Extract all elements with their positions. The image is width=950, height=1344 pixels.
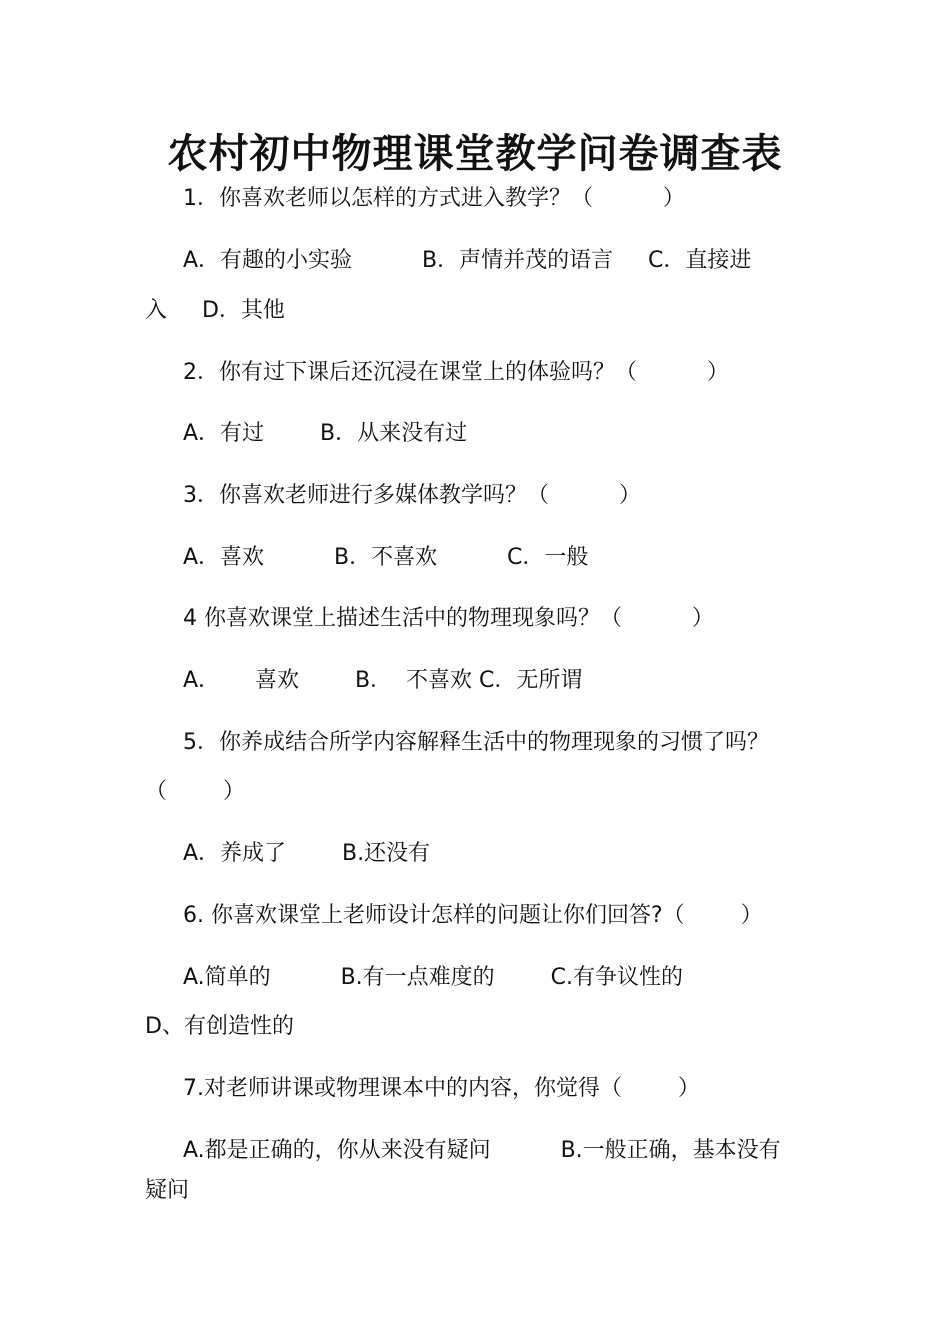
question-4-options: A． 喜欢 B． 不喜欢 C．无所谓 [183, 668, 583, 693]
question-4: 4 你喜欢课堂上描述生活中的物理现象吗？（ ） [183, 606, 714, 631]
question-1: 1．你喜欢老师以怎样的方式进入教学？（ ） [183, 186, 685, 211]
page-title: 农村初中物理课堂教学问卷调查表 [167, 131, 783, 177]
question-2-options: A．有过 B．从来没有过 [183, 421, 468, 446]
question-2: 2．你有过下课后还沉浸在课堂上的体验吗？（ ） [183, 360, 729, 385]
question-1-options: A．有趣的小实验 B．声情并茂的语言 C．直接进 [183, 248, 752, 273]
question-5: 5．你养成结合所学内容解释生活中的物理现象的习惯了吗？ [183, 730, 769, 755]
question-6-options-cont: D、有创造性的 [145, 1014, 294, 1039]
question-3-options: A．喜欢 B．不喜欢 C．一般 [183, 545, 589, 570]
question-1-options-cont: 入 D．其他 [145, 298, 285, 323]
question-6-options: A.简单的 B.有一点难度的 C.有争议性的 [183, 965, 683, 990]
question-6: 6. 你喜欢课堂上老师设计怎样的问题让你们回答?（ ） [183, 903, 763, 928]
question-7: 7.对老师讲课或物理课本中的内容，你觉得（ ） [183, 1076, 700, 1101]
question-3: 3．你喜欢老师进行多媒体教学吗？（ ） [183, 483, 641, 508]
question-7-options-cont: 疑问 [145, 1178, 190, 1203]
question-7-options: A.都是正确的，你从来没有疑问 B.一般正确，基本没有 [183, 1138, 781, 1163]
question-5-cont: （ ） [145, 779, 245, 804]
question-5-options: A．养成了 B.还没有 [183, 841, 431, 866]
